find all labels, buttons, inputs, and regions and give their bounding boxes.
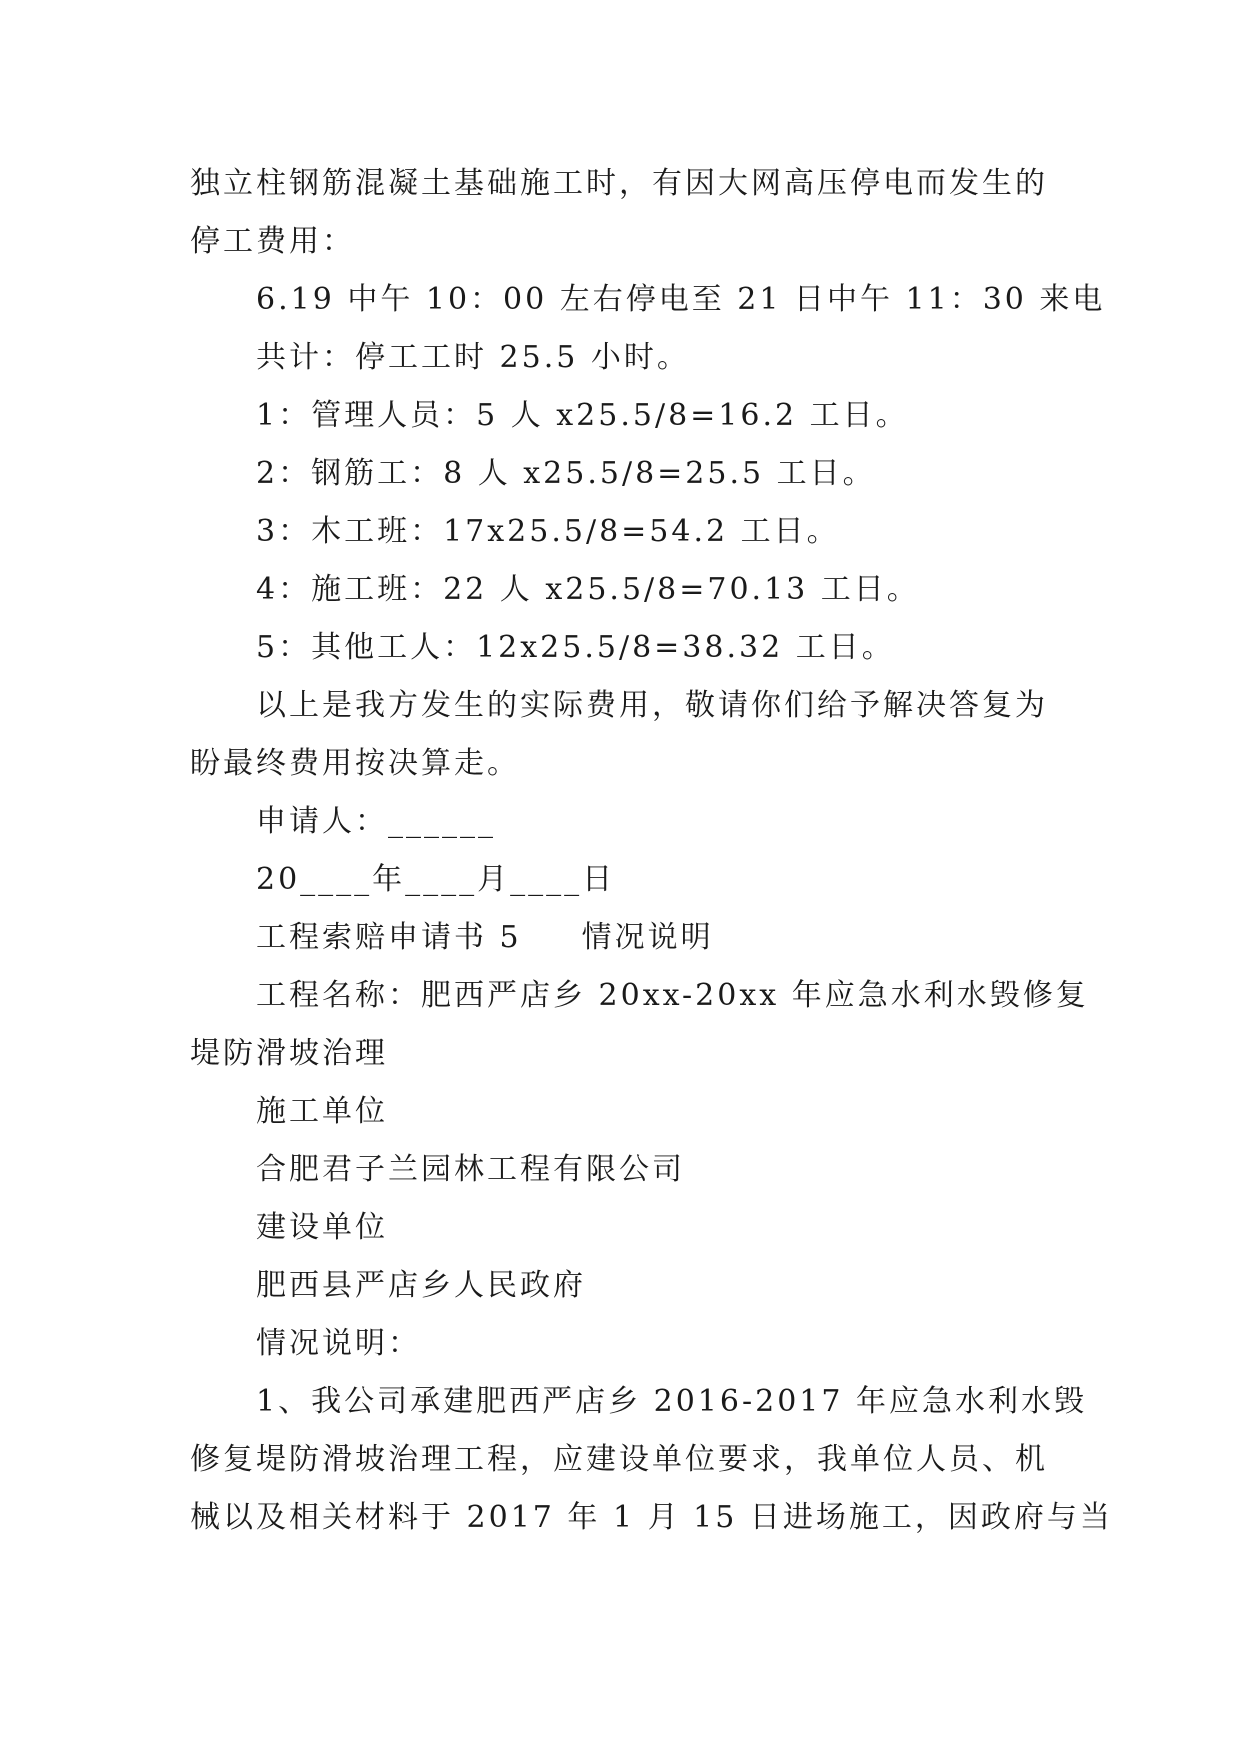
text-line: 3：木工班：17x25.5/8=54.2 工日。 xyxy=(256,514,840,549)
text-line: 械以及相关材料于 2017 年 1 月 15 日进场施工，因政府与当 xyxy=(190,1500,1113,1535)
section-heading xyxy=(190,909,1060,967)
text-line: 肥西县严店乡人民政府 xyxy=(256,1268,586,1303)
text-line: 2：钢筋工：8 人 x25.5/8=25.5 工日。 xyxy=(256,456,876,491)
text-line: 合肥君子兰园林工程有限公司 xyxy=(256,1152,685,1187)
text-line: 停工费用： xyxy=(190,224,355,259)
text-line: 工程名称：肥西严店乡 20xx-20xx 年应急水利水毁修复 xyxy=(256,978,1089,1013)
text-line: 以上是我方发生的实际费用，敬请你们给予解决答复为 xyxy=(256,688,1048,723)
text-line: 共计：停工工时 25.5 小时。 xyxy=(256,340,690,375)
section-title: 工程索赔申请书 5 xyxy=(256,920,522,955)
text-line: 盼最终费用按决算走。 xyxy=(190,746,520,781)
text-line: 4：施工班：22 人 x25.5/8=70.13 工日。 xyxy=(256,572,920,607)
date-line: 20____年____月____日 xyxy=(256,862,616,897)
text-line: 施工单位 xyxy=(256,1094,388,1129)
text-line: 修复堤防滑坡治理工程，应建设单位要求，我单位人员、机 xyxy=(190,1442,1048,1477)
text-line: 堤防滑坡治理 xyxy=(190,1036,388,1071)
text-line: 5：其他工人：12x25.5/8=38.32 工日。 xyxy=(256,630,895,665)
document-body xyxy=(190,155,1113,1547)
text-line: 建设单位 xyxy=(256,1210,388,1245)
text-line: 1：管理人员：5 人 x25.5/8=16.2 工日。 xyxy=(256,398,909,433)
text-line: 6.19 中午 10：00 左右停电至 21 日中午 11：30 来电 xyxy=(256,282,1106,317)
text-line: 独立柱钢筋混凝土基础施工时，有因大网高压停电而发生的 xyxy=(190,166,1048,201)
section-subtitle: 情况说明 xyxy=(581,920,714,955)
applicant-line: 申请人：______ xyxy=(256,804,496,839)
text-line: 情况说明： xyxy=(256,1326,421,1361)
text-line: 1、我公司承建肥西严店乡 2016-2017 年应急水利水毁 xyxy=(256,1384,1087,1419)
